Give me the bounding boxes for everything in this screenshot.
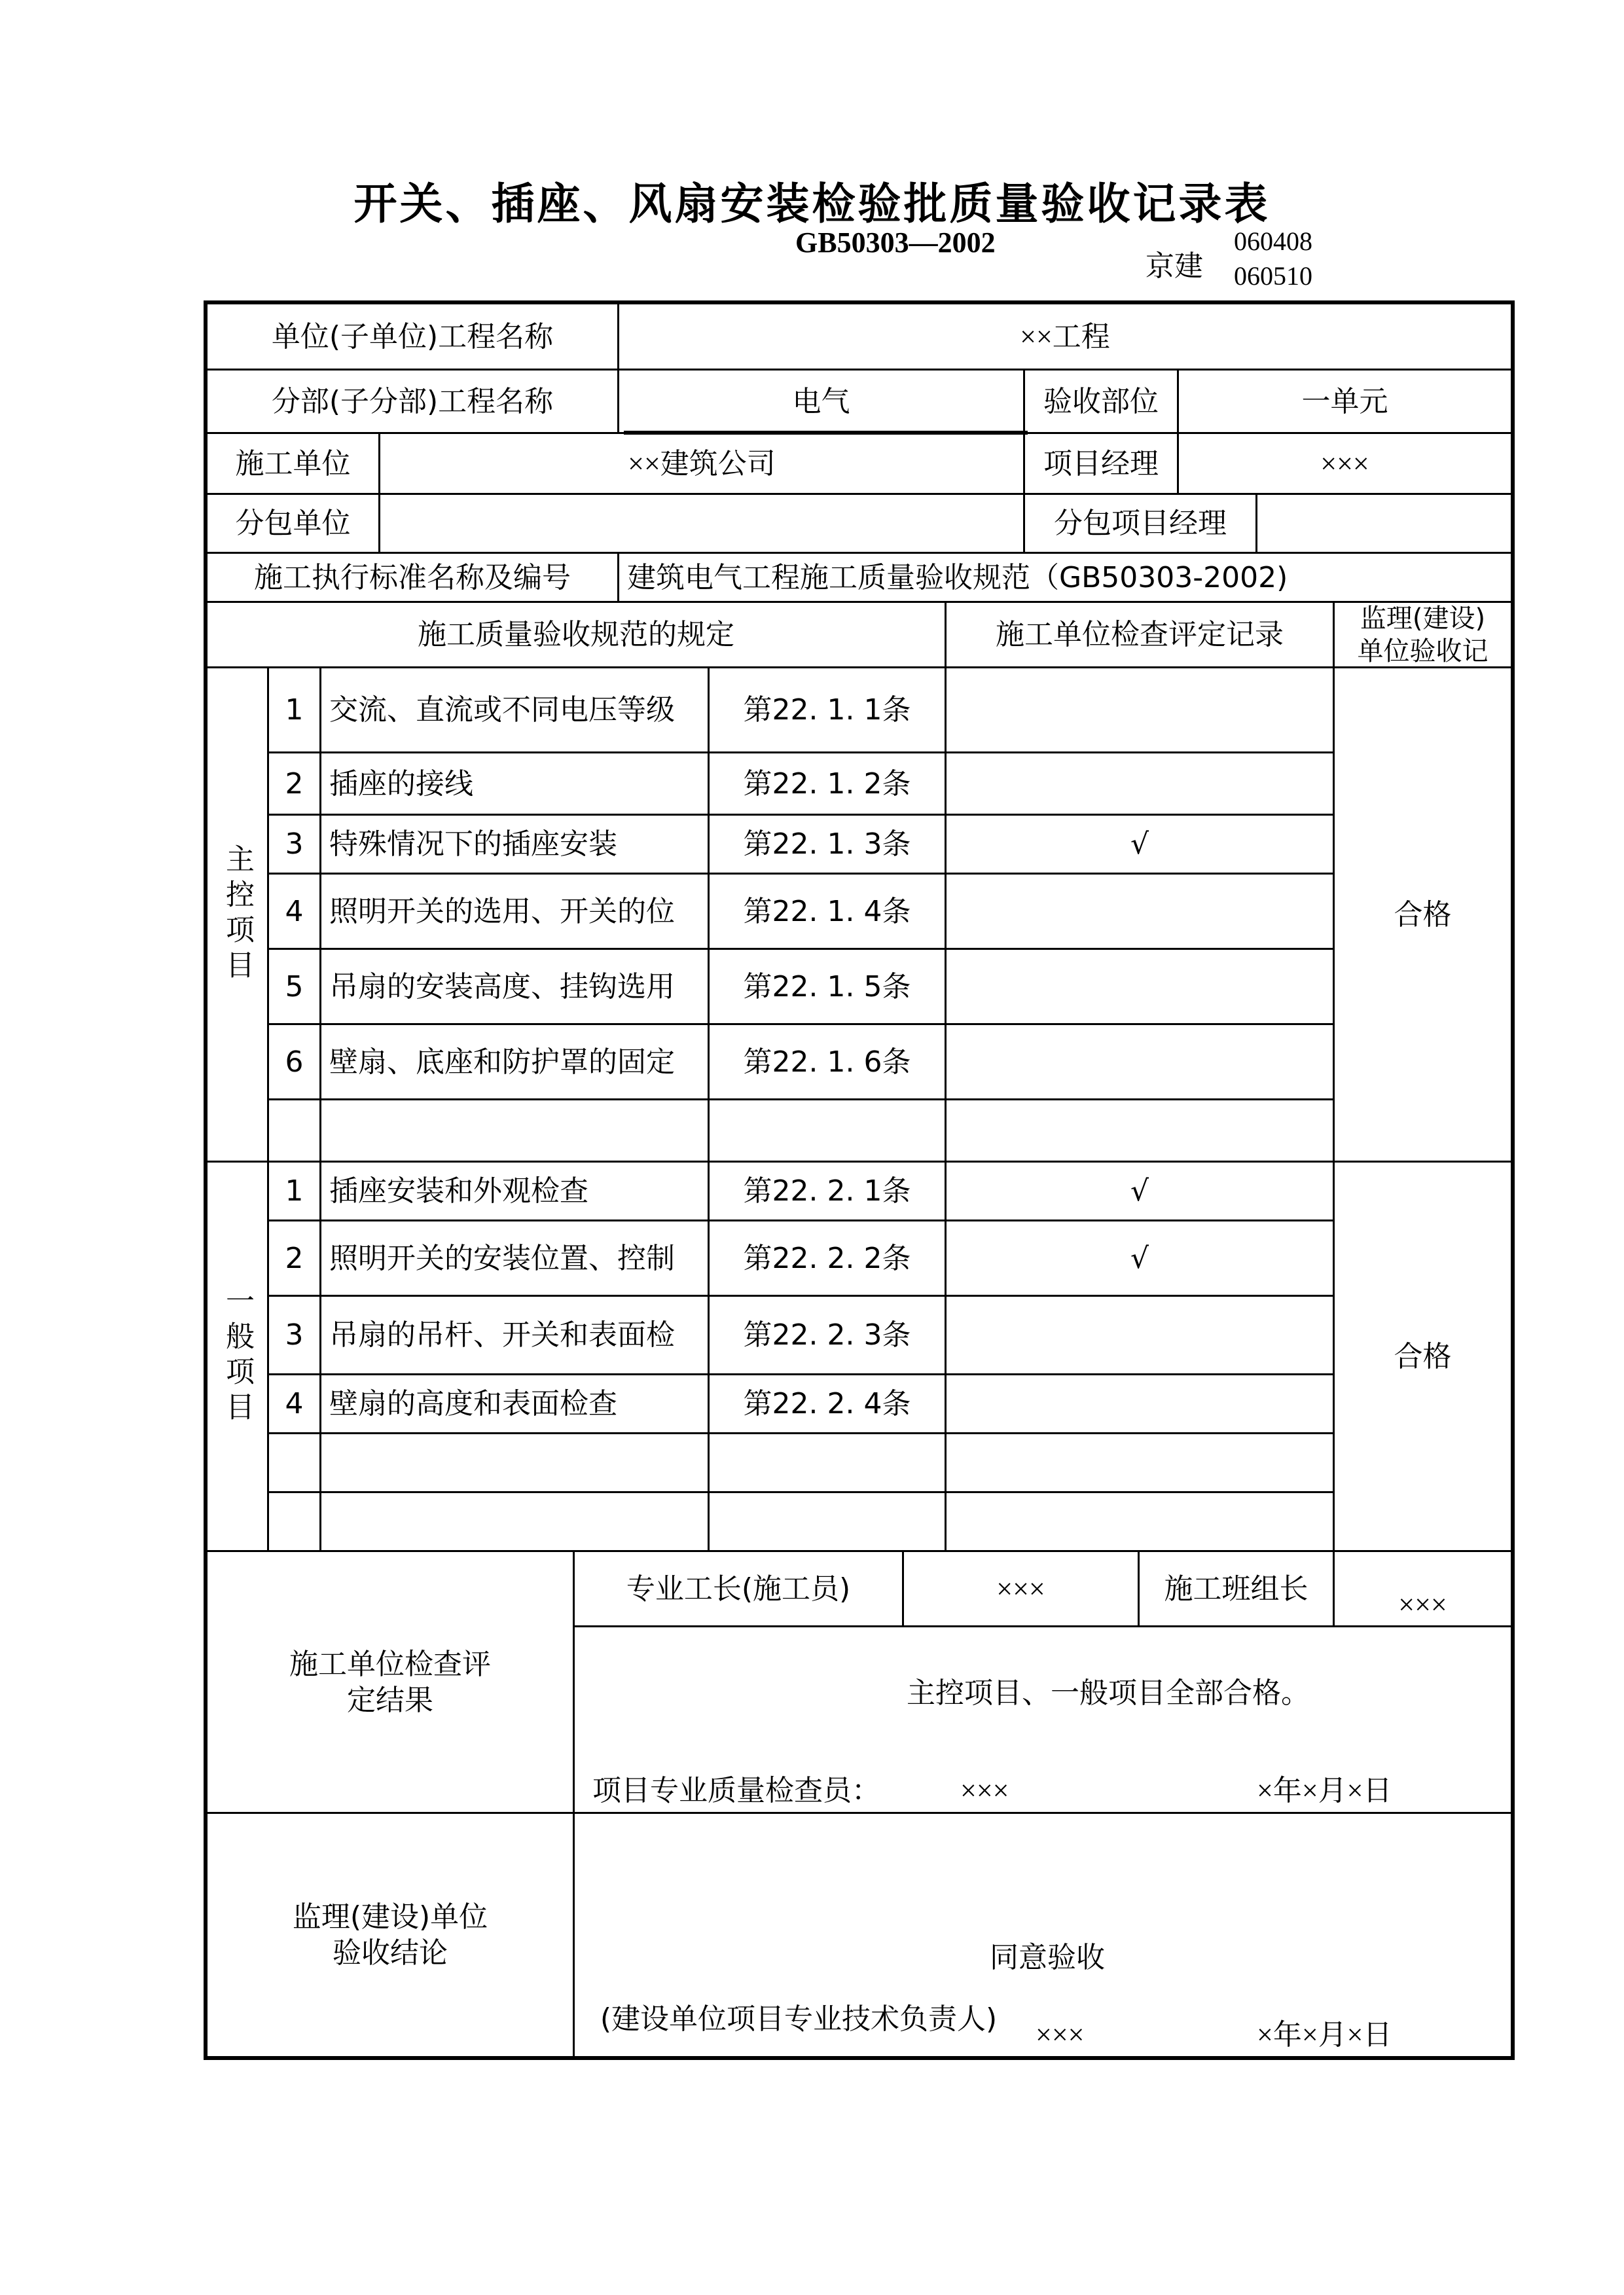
table-rule bbox=[573, 1550, 575, 2059]
item-record bbox=[947, 875, 1333, 948]
item-record bbox=[947, 753, 1333, 814]
item-clause: 第22. 2. 3条 bbox=[743, 1318, 911, 1352]
item-number: 1 bbox=[285, 693, 304, 727]
table-rule bbox=[269, 1491, 1335, 1493]
contractor-record-column-header: 施工单位检查评定记录 bbox=[996, 618, 1284, 651]
item-number: 6 bbox=[285, 1045, 304, 1079]
item-number: 2 bbox=[285, 1241, 304, 1275]
item-clause: 第22. 2. 1条 bbox=[743, 1174, 911, 1208]
foreman-label: 专业工长(施工员) bbox=[626, 1572, 851, 1606]
jingjian-label: 京建 bbox=[1146, 249, 1203, 283]
table-rule bbox=[575, 1625, 1515, 1627]
general-label: 一般项目 bbox=[221, 1286, 254, 1427]
spec-column-header: 施工质量验收规范的规定 bbox=[418, 618, 734, 651]
item-number: 3 bbox=[285, 827, 304, 861]
supervisor-date: ×年×月×日 bbox=[1257, 2018, 1392, 2051]
team-leader-value: ××× bbox=[1398, 1589, 1447, 1621]
item-record bbox=[947, 668, 1333, 751]
subcontractor-label: 分包单位 bbox=[235, 507, 351, 540]
item-description: 照明开关的安装位置、控制 bbox=[329, 1241, 675, 1275]
supervisor-column-header: 监理(建设)单位验收记 bbox=[1357, 603, 1489, 666]
item-record bbox=[947, 1297, 1333, 1373]
item-description: 吊扇的安装高度、挂钩选用 bbox=[329, 969, 675, 1003]
item-clause: 第22. 1. 2条 bbox=[743, 767, 911, 801]
item-clause: 第22. 1. 1条 bbox=[743, 693, 911, 727]
item-record bbox=[947, 950, 1333, 1023]
contractor-value: ××建筑公司 bbox=[628, 447, 776, 480]
signer-label: (建设单位项目专业技术负责人) bbox=[600, 2002, 998, 2036]
item-clause: 第22. 1. 6条 bbox=[743, 1045, 911, 1079]
item-number: 3 bbox=[285, 1318, 304, 1352]
item-description: 插座安装和外观检查 bbox=[329, 1174, 588, 1208]
item-number: 4 bbox=[285, 894, 304, 928]
page-title: 开关、插座、风扇安装检验批质量验收记录表 bbox=[353, 179, 1271, 229]
contractor-conclusion: 主控项目、一般项目全部合格。 bbox=[907, 1676, 1310, 1710]
unit-project-label: 单位(子单位)工程名称 bbox=[271, 320, 554, 353]
sub-pm-label: 分包项目经理 bbox=[1054, 507, 1227, 540]
form-code-1: 060408 bbox=[1234, 226, 1312, 256]
item-description: 照明开关的选用、开关的位 bbox=[329, 894, 675, 928]
contractor-check-date: ×年×月×日 bbox=[1257, 1774, 1392, 1807]
item-record: √ bbox=[1130, 1174, 1149, 1208]
pm-label: 项目经理 bbox=[1043, 446, 1159, 480]
form-code-2: 060510 bbox=[1234, 261, 1312, 291]
sub-project-value: 电气 bbox=[792, 385, 850, 418]
main-control-result: 合格 bbox=[1394, 897, 1452, 931]
main-control-label: 主控项目 bbox=[221, 844, 254, 985]
team-leader-label: 施工班组长 bbox=[1164, 1572, 1308, 1606]
subcontractor-value bbox=[380, 495, 1023, 552]
sub-pm-value bbox=[1257, 495, 1511, 552]
item-description: 插座的接线 bbox=[329, 767, 473, 801]
contractor-label: 施工单位 bbox=[235, 446, 351, 480]
item-description: 特殊情况下的插座安装 bbox=[329, 827, 617, 861]
acceptance-part-value: 一单元 bbox=[1301, 384, 1388, 418]
contractor-check-label: 施工单位检查评定结果 bbox=[289, 1647, 491, 1717]
signer-value: ××× bbox=[1036, 2018, 1085, 2051]
item-description: 壁扇的高度和表面检查 bbox=[329, 1387, 617, 1420]
item-record: √ bbox=[1130, 827, 1149, 861]
item-record: √ bbox=[1130, 1241, 1149, 1275]
standard-code: GB50303—2002 bbox=[795, 226, 996, 259]
item-clause: 第22. 1. 4条 bbox=[743, 894, 911, 928]
item-clause: 第22. 1. 3条 bbox=[743, 827, 911, 861]
acceptance-part-label: 验收部位 bbox=[1043, 384, 1159, 418]
standard-label: 施工执行标准名称及编号 bbox=[254, 560, 571, 594]
item-description: 吊扇的吊杆、开关和表面检 bbox=[329, 1318, 675, 1352]
item-description: 交流、直流或不同电压等级 bbox=[329, 693, 675, 727]
inspector-label: 项目专业质量检查员： bbox=[592, 1773, 880, 1807]
item-description: 壁扇、底座和防护罩的固定 bbox=[329, 1045, 675, 1079]
item-number: 2 bbox=[285, 767, 304, 801]
foreman-value: ××× bbox=[996, 1572, 1045, 1605]
item-clause: 第22. 2. 2条 bbox=[743, 1241, 911, 1275]
item-number: 1 bbox=[285, 1174, 304, 1208]
table-rule bbox=[269, 1432, 1335, 1434]
supervisor-conclusion-label: 监理(建设)单位验收结论 bbox=[292, 1900, 488, 1970]
unit-project-value: ××工程 bbox=[1020, 321, 1110, 353]
item-number: 4 bbox=[285, 1387, 304, 1420]
sub-project-label: 分部(子分部)工程名称 bbox=[271, 384, 554, 418]
item-number: 5 bbox=[285, 969, 304, 1003]
item-clause: 第22. 2. 4条 bbox=[743, 1387, 911, 1420]
supervisor-conclusion-text: 同意验收 bbox=[990, 1940, 1105, 1974]
item-clause: 第22. 1. 5条 bbox=[743, 969, 911, 1003]
table-rule bbox=[269, 1098, 1335, 1100]
item-record bbox=[947, 1375, 1333, 1432]
inspector-value: ××× bbox=[960, 1774, 1009, 1807]
standard-value: 建筑电气工程施工质量验收规范（GB50303-2002) bbox=[627, 560, 1288, 594]
item-record bbox=[947, 1025, 1333, 1098]
pm-value: ××× bbox=[1320, 447, 1369, 480]
general-result: 合格 bbox=[1394, 1339, 1452, 1373]
